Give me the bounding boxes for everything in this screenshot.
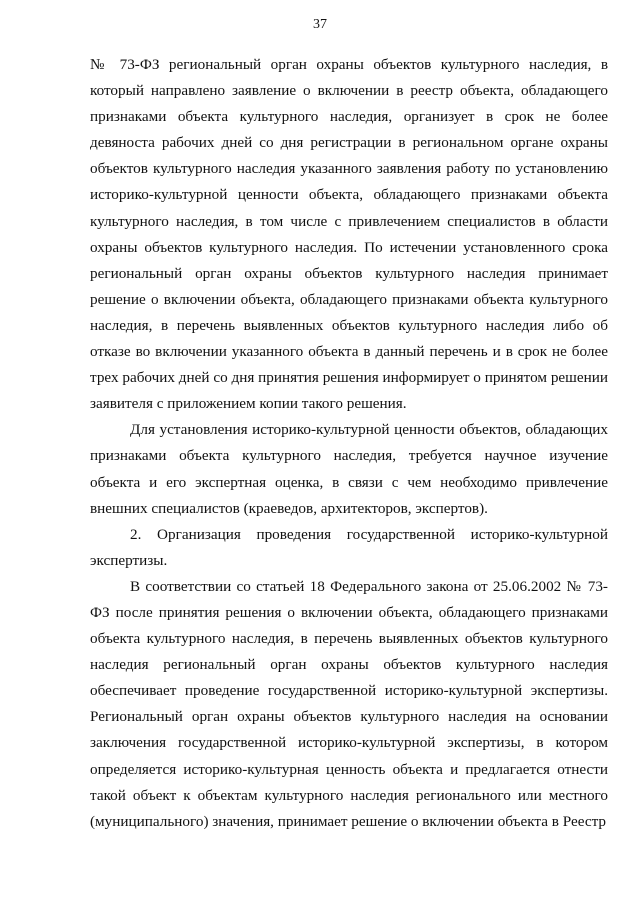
page-number: 37 — [313, 17, 327, 32]
section-heading-expertise: 2. Организация проведения государственной историко-культурной экспертизы. — [90, 525, 608, 569]
document-body — [90, 52, 608, 835]
paragraph-expert-assessment: Для установления историко-культурной ценности объектов, обладающих признаками объекта культурного наследия, требуется научное изучение объекта и его экспертная оценка, в связи с чем необходимо привлечение внешних специалистов (краеведов, архитекторов, экспертов). — [90, 421, 608, 517]
paragraph-article-18: В соответствии со статьей 18 Федерального закона от 25.06.2002 № 73-ФЗ после принятия решения о включении объекта, обладающего признаками объекта культурного наследия, в перечень выявленных объектов культурного наследия региональный орган охраны объектов культурного наследия обеспечивает проведение государственной историко-культурной экспертизы. Региональный орган охраны объектов культурного наследия на основании заключения государственной историко-культурной экспертизы, в котором определяется историко-культурная ценность объекта и предлагается отнести такой объект к объектам культурного наследия регионального или местного (муниципального) значения, принимает решение о включении объекта в Реестр — [90, 577, 608, 830]
paragraph-continuation: № 73-ФЗ региональный орган охраны объектов культурного наследия, в который направлено заявление о включении в реестр объекта, обладающего признаками объекта культурного наследия, организует в срок не более девяноста рабочих дней со дня регистрации в региональном органе охраны объектов культурного наследия указанного заявления работу по установлению историко-культурной ценности объекта, обладающего признаками объекта культурного наследия, в том числе с привлечением специалистов в области охраны объектов культурного наследия. По истечении установленного срока региональный орган охраны объектов культурного наследия принимает решение о включении объекта, обладающего признаками объекта культурного наследия, в перечень выявленных объектов культурного наследия либо об отказе во включении указанного объекта в данный перечень и в срок не более трех рабочих дней со дня принятия решения информирует о принятом решении заявителя с приложением копии такого решения. — [90, 56, 608, 413]
